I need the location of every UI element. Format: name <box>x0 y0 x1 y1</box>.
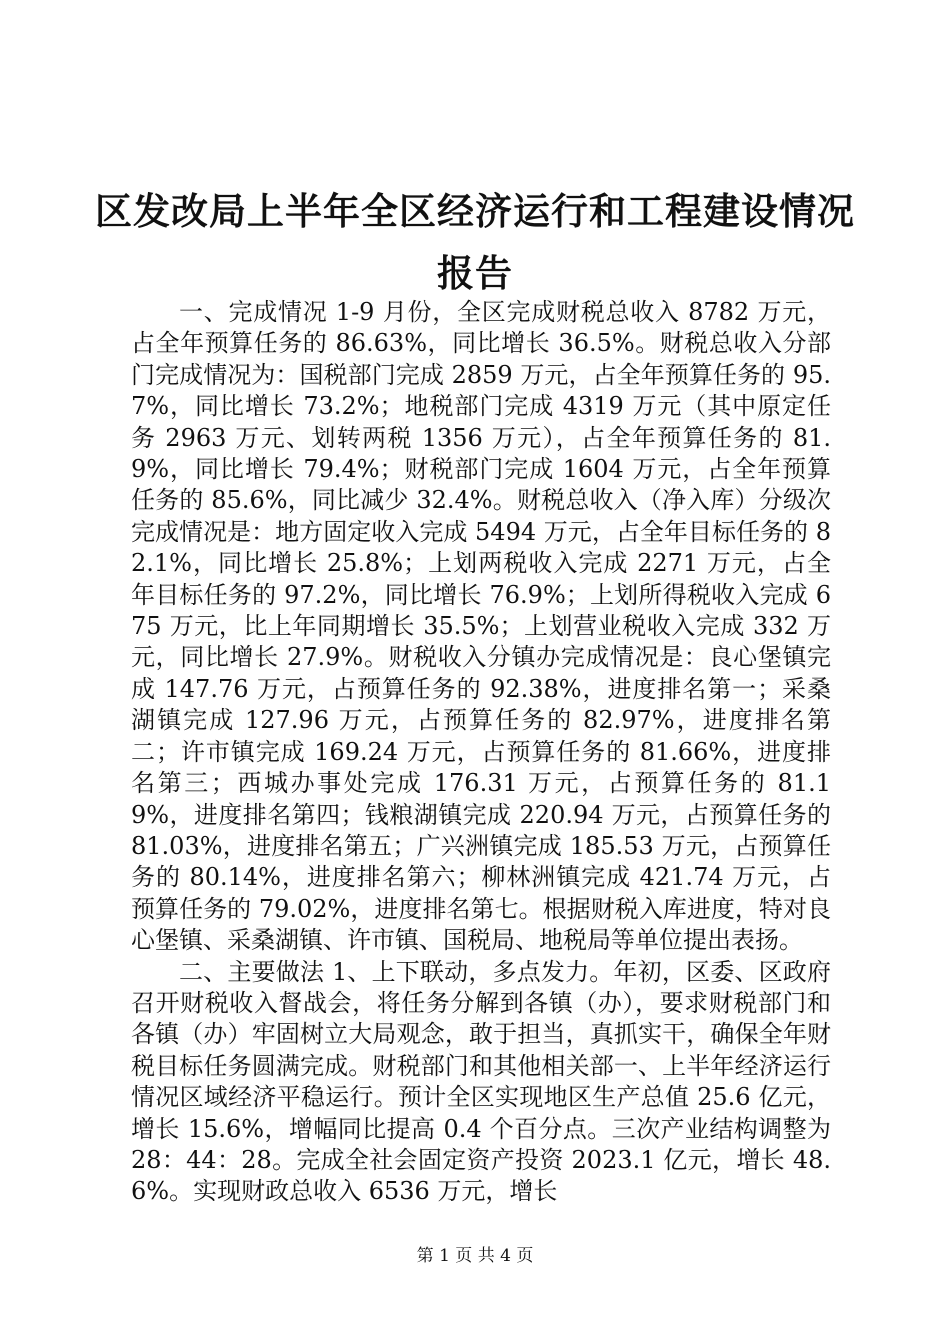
paragraph-main-measures: 二、主要做法 1、上下联动，多点发力。年初，区委、区政府召开财税收入督战会，将任务分解到各镇（办），要求财税部门和各镇（办）牢固树立大局观念，敢于担当，真抓实干，确保全年财税目标任务圆满完成。财税部门和其他相关部一、上半年经济运行情况区域经济平稳运行。预计全区实现地区生产总值 25.6 亿元，增长 15.6%，增幅同比提高 0.4 个百分点。三次产业结构调整为 28：44：28。完成全社会固定资产投资 2023.1 亿元，增长 48.6%。实现财政总收入 6536 万元，增长 <box>131 957 831 1206</box>
page-number-footer: 第 1 页 共 4 页 <box>416 1246 534 1266</box>
document-body <box>131 297 831 1208</box>
paragraph-completion-status: 一、完成情况 1-9 月份，全区完成财税总收入 8782 万元，占全年预算任务的 86.63%，同比增长 36.5%。财税总收入分部门完成情况为：国税部门完成 2859 万元，占全年预算任务的 95.7%，同比增长 73.2%；地税部门完成 4319 万元（其中原定任务 2963 万元、划转两税 1356 万元），占全年预算任务的 81.9%，同比增长 79.4%；财税部门完成 1604 万元，占全年预算任务的 85.6%，同比减少 32.4%。财税总收入（净入库）分级次完成情况是：地方固定收入完成 5494 万元，占全年目标任务的 82.1%，同比增长 25.8%；上划两税收入完成 2271 万元，占全年目标任务的 97.2%，同比增长 76.9%；上划所得税收入完成 675 万元，比上年同期增长 35.5%；上划营业税收入完成 332 万元，同比增长 27.9%。财税收入分镇办完成情况是：良心堡镇完成 147.76 万元，占预算任务的 92.38%，进度排名第一；采桑湖镇完成 127.96 万元，占预算任务的 82.97%，进度排名第二；许市镇完成 169.24 万元，占预算任务的 81.66%，进度排名第三；西城办事处完成 176.31 万元，占预算任务的 81.19%，进度排名第四；钱粮湖镇完成 220.94 万元，占预算任务的 81.03%，进度排名第五；广兴洲镇完成 185.53 万元，占预算任务的 80.14%，进度排名第六；柳林洲镇完成 421.74 万元，占预算任务的 79.02%，进度排名第七。根据财税入库进度，特对良心堡镇、采桑湖镇、许市镇、国税局、地税局等单位提出表扬。 <box>131 298 831 955</box>
page-title: 区发改局上半年全区经济运行和工程建设情况报告 <box>95 189 855 295</box>
